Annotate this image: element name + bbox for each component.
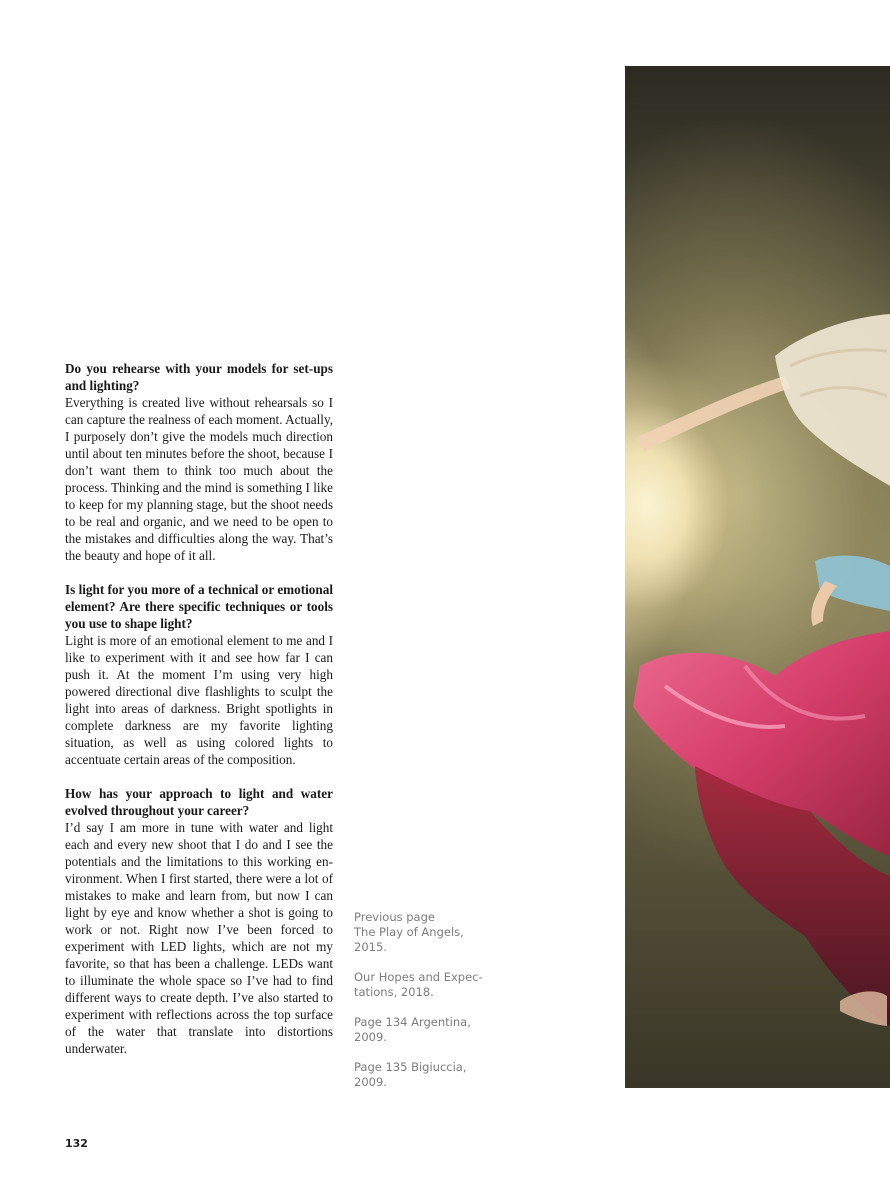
caption — [354, 970, 494, 1000]
white-fabric — [775, 314, 890, 486]
photo-captions — [354, 910, 494, 1105]
caption-line: 2015. — [354, 940, 387, 954]
page-number: 132 — [65, 1137, 88, 1150]
hand-shape — [840, 991, 887, 1026]
caption — [354, 1015, 494, 1045]
underwater-photo — [625, 66, 890, 1088]
caption — [354, 910, 494, 955]
caption — [354, 1060, 494, 1090]
qa-section — [65, 360, 333, 564]
interview-question: How has your approach to light and water evolved throughout your career? — [65, 786, 333, 818]
caption-line: tations, 2018. — [354, 985, 434, 999]
interview-question: Is light for you more of a technical or emotional element? Are there specific techniques or tools you use to shape light? — [65, 582, 333, 631]
photo-figures — [625, 66, 890, 1088]
caption-line: Page 134 Argentina, — [354, 1015, 471, 1029]
qa-section — [65, 581, 333, 768]
qa-section — [65, 785, 333, 1057]
caption-line: 2009. — [354, 1075, 387, 1089]
caption-line: Page 135 Bigiuccia, — [354, 1060, 467, 1074]
caption-line: Previous page — [354, 910, 435, 924]
interview-text — [65, 360, 333, 1074]
interview-answer: Light is more of an emotional element to me and I like to experiment with it and see how far I can push it. At the moment I’m using very high powered directional dive flashlights to sculpt the light into areas of darkness. Bright spotlights in complete darkness are my favorite lighting situation, as well as using colored lights to accentuate certain areas of the composition. — [65, 633, 333, 767]
interview-answer: Everything is created live without rehearsals so I can capture the realness of each moment. Actually, I purposely don’t give the models much direction until about ten minutes before the shoot, because I don’t want them to think too much about the process. Thinking and the mind is something I like to keep for my planning stage, but the shoot needs to be real and organic, and we need to be open to the mistakes and difficulties along the way. That’s the beauty and hope of it all. — [65, 395, 333, 563]
leg-shape — [811, 581, 837, 626]
caption-line: Our Hopes and Expec- — [354, 970, 483, 984]
caption-line: The Play of Angels, — [354, 925, 464, 939]
caption-line: 2009. — [354, 1030, 387, 1044]
interview-question: Do you rehearse with your models for set-ups and lighting? — [65, 361, 333, 393]
interview-answer: I’d say I am more in tune with water and light each and every new shoot that I do and I see the potentials and the limitations to this working environment. When I first started, there were a lot of mistakes to make and learn from, but now I can light by eye and know whether a shot is going to work or not. Right now I’ve been forced to experiment with LED lights, which are not my favorite, so that has been a challenge. LEDs want to illuminate the whole space so I’ve had to find different ways to create depth. I’ve also started to experiment with reflections across the top surface of the water that translate into distortions underwater. — [65, 820, 333, 1056]
light-flare — [625, 316, 790, 696]
